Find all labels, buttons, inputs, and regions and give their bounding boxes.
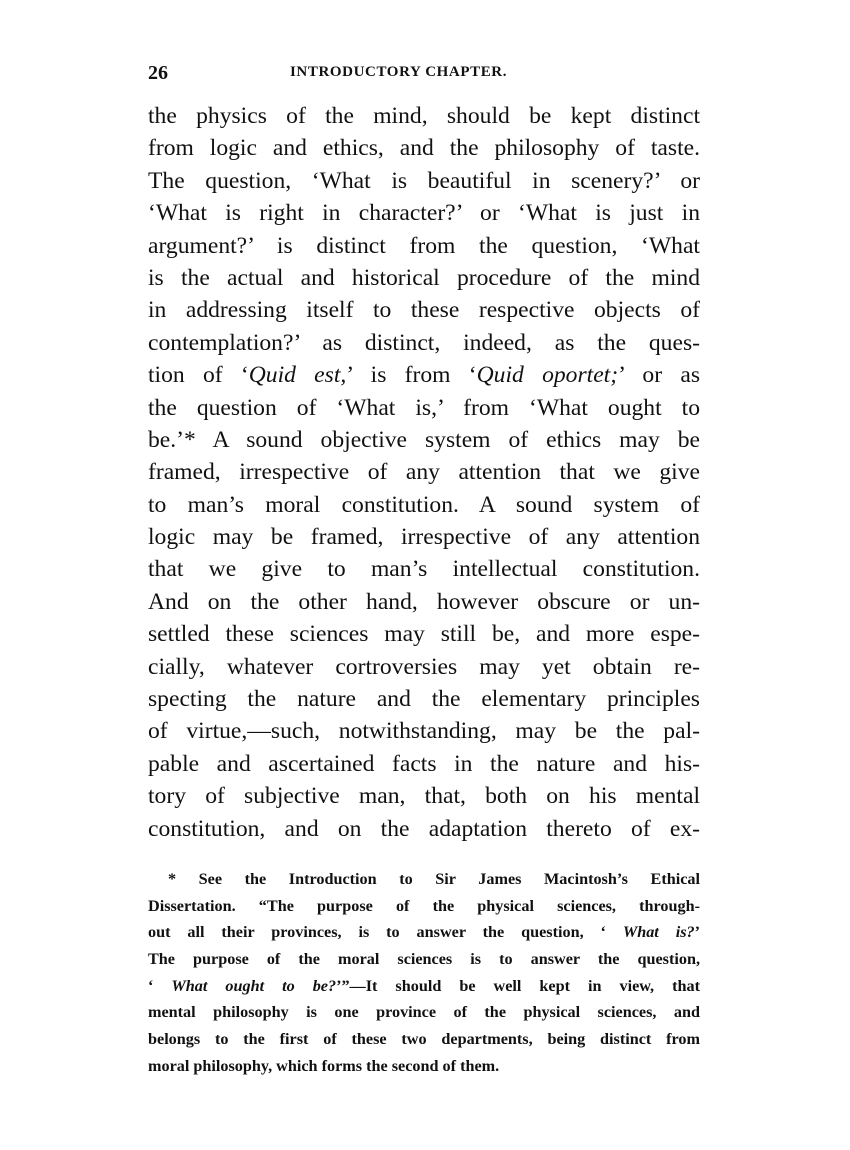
text-line: The question, ‘What is beautiful in scenery?’ or [148,167,700,194]
text-line: contemplation?’ as distinct, indeed, as the ques- [148,329,700,356]
text-run: ‘ [148,976,172,995]
text-line: constitution, and on the adaptation thereto of ex- [148,815,700,842]
text-run: out all their provinces, is to answer the question, ‘ [148,923,623,942]
text-line: from logic and ethics, and the philosophy of taste. [148,135,700,162]
text-line: in addressing itself to these respective objects of [148,297,700,324]
text-line: pable and ascertained facts in the nature and his- [148,750,700,777]
text-line: And on the other hand, however obscure or un- [148,588,700,615]
text-line: tory of subjective man, that, both on his mental [148,783,700,810]
main-text [148,100,700,845]
footnote-line: moral philosophy, which forms the second of them. [148,1056,500,1075]
text-line: settled these sciences may still be, and more espe- [148,621,700,648]
text-run: tion of ‘ [148,362,249,389]
text-line: that we give to man’s intellectual constitution. [148,556,700,583]
running-header [148,56,700,90]
page-number: 26 [148,62,168,84]
italic-phrase: What ought to be? [171,976,337,995]
text-line: argument?’ is distinct from the question, ‘What [148,232,700,259]
footnote-line: * See the Introduction to Sir James Macintosh’s Ethical [168,869,700,888]
footnote-line: belongs to the first of these two departments, being distinct from [148,1030,700,1049]
footnote-line: mental philosophy is one province of the physical sciences, and [148,1003,700,1022]
text-line: of virtue,—such, notwithstanding, may be the pal- [148,718,700,745]
text-run: ’ or as [618,362,700,389]
italic-phrase: What is? [622,923,695,942]
footnote [148,866,700,1080]
text-line: logic may be framed, irrespective of any attention [148,524,700,551]
text-line: specting the nature and the elementary principles [148,686,700,713]
latin-phrase: Quid est, [248,362,347,389]
footnote-line [148,973,700,1000]
footnote-line: Dissertation. “The purpose of the physical sciences, through- [148,896,700,915]
text-line: the physics of the mind, should be kept distinct [148,103,700,129]
text-line: be.’* A sound objective system of ethics may be [148,426,700,453]
text-line: ‘What is right in character?’ or ‘What is just in [148,200,700,227]
text-run: ’ [694,923,700,942]
footnote-line: The purpose of the moral sciences is to answer the question, [148,950,700,969]
text-line: the question of ‘What is,’ from ‘What ought to [148,394,700,421]
text-run: ’ is from ‘ [346,362,477,389]
text-run: ’”—It should be well kept in view, that [336,976,700,995]
text-line: framed, irrespective of any attention that we give [148,459,700,486]
text-line: cially, whatever cortroversies may yet obtain re- [148,653,700,680]
footnote-line [148,919,700,946]
text-line: is the actual and historical procedure of the mind [148,264,700,291]
latin-phrase: Quid oportet; [476,362,619,389]
text-line: to man’s moral constitution. A sound system of [148,491,700,518]
running-title: INTRODUCTORY CHAPTER. [290,64,508,80]
book-page [148,56,700,1079]
text-line [148,359,700,391]
